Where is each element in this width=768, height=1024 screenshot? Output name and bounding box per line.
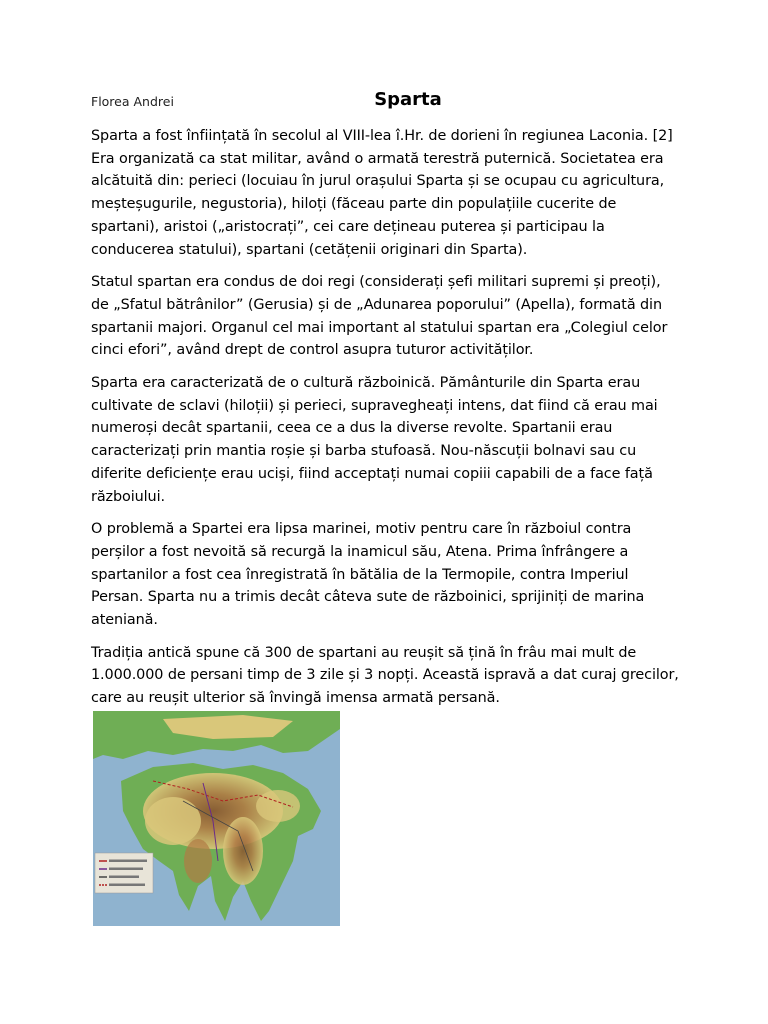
paragraph: Statul spartan era condus de doi regi (considerați șefi militari supremi și preoți), de „Sfatul bătrânilor” (Gerusia) și de „Adunarea poporului” (Apella), formată din spartanii majori. Organul cel mai important al statului spartan era „Colegiul celor cinci efori”, având drept de control asupra tuturor activităților.: [91, 274, 668, 359]
map-illustration: [93, 711, 340, 926]
peloponnese-map-image: [93, 711, 340, 926]
map-legend: [95, 853, 153, 893]
author-name: Florea Andrei: [91, 94, 174, 109]
paragraph: O problemă a Spartei era lipsa marinei, motiv pentru care în războiul contra perșilor a fost nevoită să recurgă la inamicul său, Atena. Prima înfrângere a spartanilor a fost cea înregistrată în bătălia de la Termopile, contra Imperiul Persan. Sparta nu a trimis decât câteva sute de războinici, sprijiniți de marina ateniană.: [91, 521, 645, 629]
document-title: Sparta: [374, 89, 442, 110]
paragraph: Sparta era caracterizată de o cultură războinică. Pământurile din Sparta erau cultivate de sclavi (hiloții) și perieci, supravegheați intens, dat fiind că erau mai numeroși decât spartanii, ceea ce a dus la diverse revolte. Spartanii erau caracterizați prin mantia roșie și barba stufoasă. Nou-născuții bolnavi sau cu diferite deficiențe erau uciși, fiind acceptați numai copiii capabili de a face față războiului.: [91, 375, 658, 505]
document-body: [91, 125, 681, 720]
paragraph: Tradiția antică spune că 300 de spartani au reușit să țină în frâu mai mult de 1.000.000 de persani timp de 3 zile și 3 nopți. Această ispravă a dat curaj grecilor, care au reușit ulterior să învingă imensa armată persană.: [91, 644, 679, 707]
paragraph: Sparta a fost înființată în secolul al VIII-lea î.Hr. de dorieni în regiunea Laconia. [2] Era organizată ca stat militar, având o armată terestră puternică. Societatea era alcătuită din: perieci (locuiau în jurul orașului Sparta și se ocupau cu agricultura, meșteșugurile, negustoria), hiloți (făceau parte din populațiile cucerite de spartani), aristoi („aristocrați”, cei care dețineau puterea și participau la conducerea statului), spartani (cetățenii originari din Sparta).: [91, 128, 673, 258]
